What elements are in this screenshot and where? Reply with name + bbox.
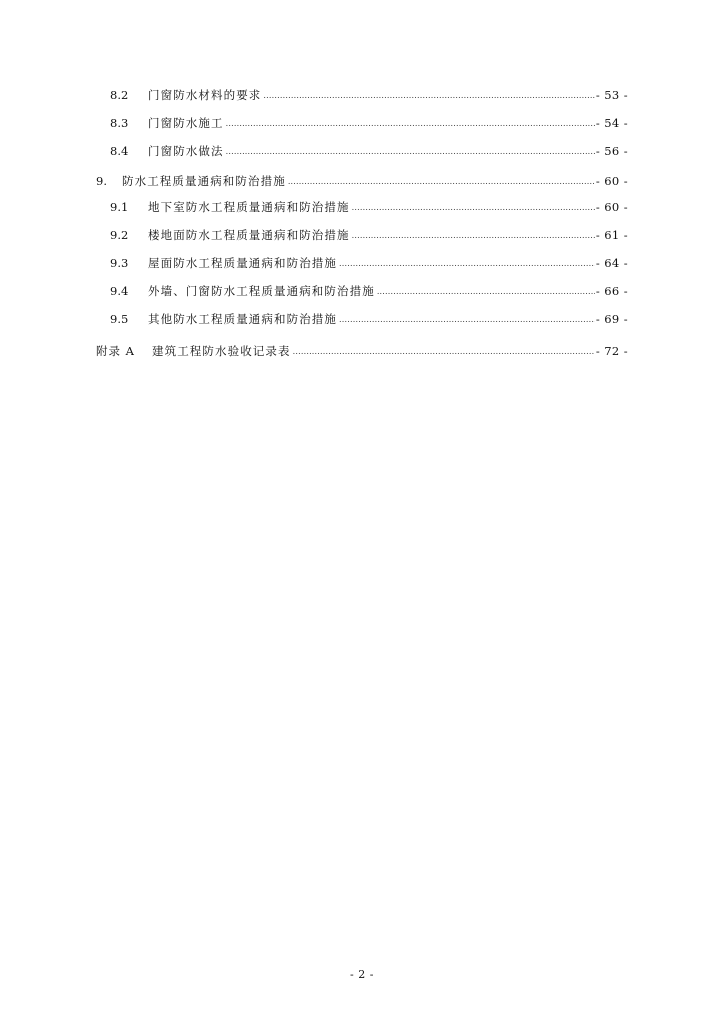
- toc-entry-title: 门窗防水材料的要求: [148, 88, 262, 102]
- toc-entry-9-4[interactable]: [110, 282, 628, 300]
- toc-entry-number: 9.: [96, 174, 107, 188]
- toc-entry-number: 9.4: [110, 284, 129, 298]
- toc-entry-page: - 69 -: [595, 312, 628, 326]
- toc-leader-dots: [288, 173, 595, 191]
- toc-leader-dots: [339, 311, 595, 329]
- toc-entry-8-4[interactable]: [110, 142, 628, 160]
- toc-entry-page: - 60 -: [595, 174, 628, 188]
- toc-entry-number: 9.5: [110, 312, 129, 326]
- toc-entry-title: 地下室防水工程质量通病和防治措施: [148, 200, 350, 214]
- toc-entry-title: 门窗防水施工: [148, 116, 224, 130]
- toc-entry-page: - 72 -: [595, 344, 628, 358]
- toc-leader-dots: [226, 143, 595, 161]
- toc-entry-title: 其他防水工程质量通病和防治措施: [148, 312, 337, 326]
- table-of-contents: [0, 0, 724, 400]
- toc-entry-9[interactable]: [96, 172, 628, 190]
- toc-entry-appendix-a[interactable]: [96, 342, 628, 360]
- toc-entry-title: 外墙、门窗防水工程质量通病和防治措施: [148, 284, 375, 298]
- toc-entry-9-5[interactable]: [110, 310, 628, 328]
- toc-entry-title: 防水工程质量通病和防治措施: [122, 174, 286, 188]
- toc-entry-number: 9.3: [110, 256, 129, 270]
- toc-entry-page: - 56 -: [595, 144, 628, 158]
- toc-entry-page: - 60 -: [595, 200, 628, 214]
- toc-entry-9-1[interactable]: [110, 198, 628, 216]
- toc-leader-dots: [226, 115, 595, 133]
- toc-leader-dots: [263, 87, 594, 105]
- toc-entry-page: - 61 -: [595, 228, 628, 242]
- toc-leader-dots: [352, 227, 595, 245]
- toc-entry-title: 屋面防水工程质量通病和防治措施: [148, 256, 337, 270]
- toc-leader-dots: [339, 255, 595, 273]
- toc-entry-number: 8.2: [110, 88, 129, 102]
- toc-entry-page: - 54 -: [595, 116, 628, 130]
- toc-entry-8-3[interactable]: [110, 114, 628, 132]
- page-number-footer: - 2 -: [350, 968, 374, 981]
- toc-entry-8-2[interactable]: [110, 86, 628, 104]
- toc-entry-number: 8.4: [110, 144, 129, 158]
- toc-entry-9-3[interactable]: [110, 254, 628, 272]
- toc-entry-title: 建筑工程防水验收记录表: [152, 344, 291, 358]
- toc-entry-number: 8.3: [110, 116, 129, 130]
- toc-entry-page: - 53 -: [595, 88, 628, 102]
- toc-entry-number: 附录 A: [96, 344, 135, 358]
- toc-entry-title: 门窗防水做法: [148, 144, 224, 158]
- toc-leader-dots: [293, 343, 595, 361]
- toc-entry-9-2[interactable]: [110, 226, 628, 244]
- toc-entry-number: 9.1: [110, 200, 129, 214]
- toc-entry-page: - 66 -: [595, 284, 628, 298]
- toc-entry-number: 9.2: [110, 228, 129, 242]
- toc-entry-page: - 64 -: [595, 256, 628, 270]
- toc-leader-dots: [377, 283, 595, 301]
- toc-leader-dots: [352, 199, 595, 217]
- toc-entry-title: 楼地面防水工程质量通病和防治措施: [148, 228, 350, 242]
